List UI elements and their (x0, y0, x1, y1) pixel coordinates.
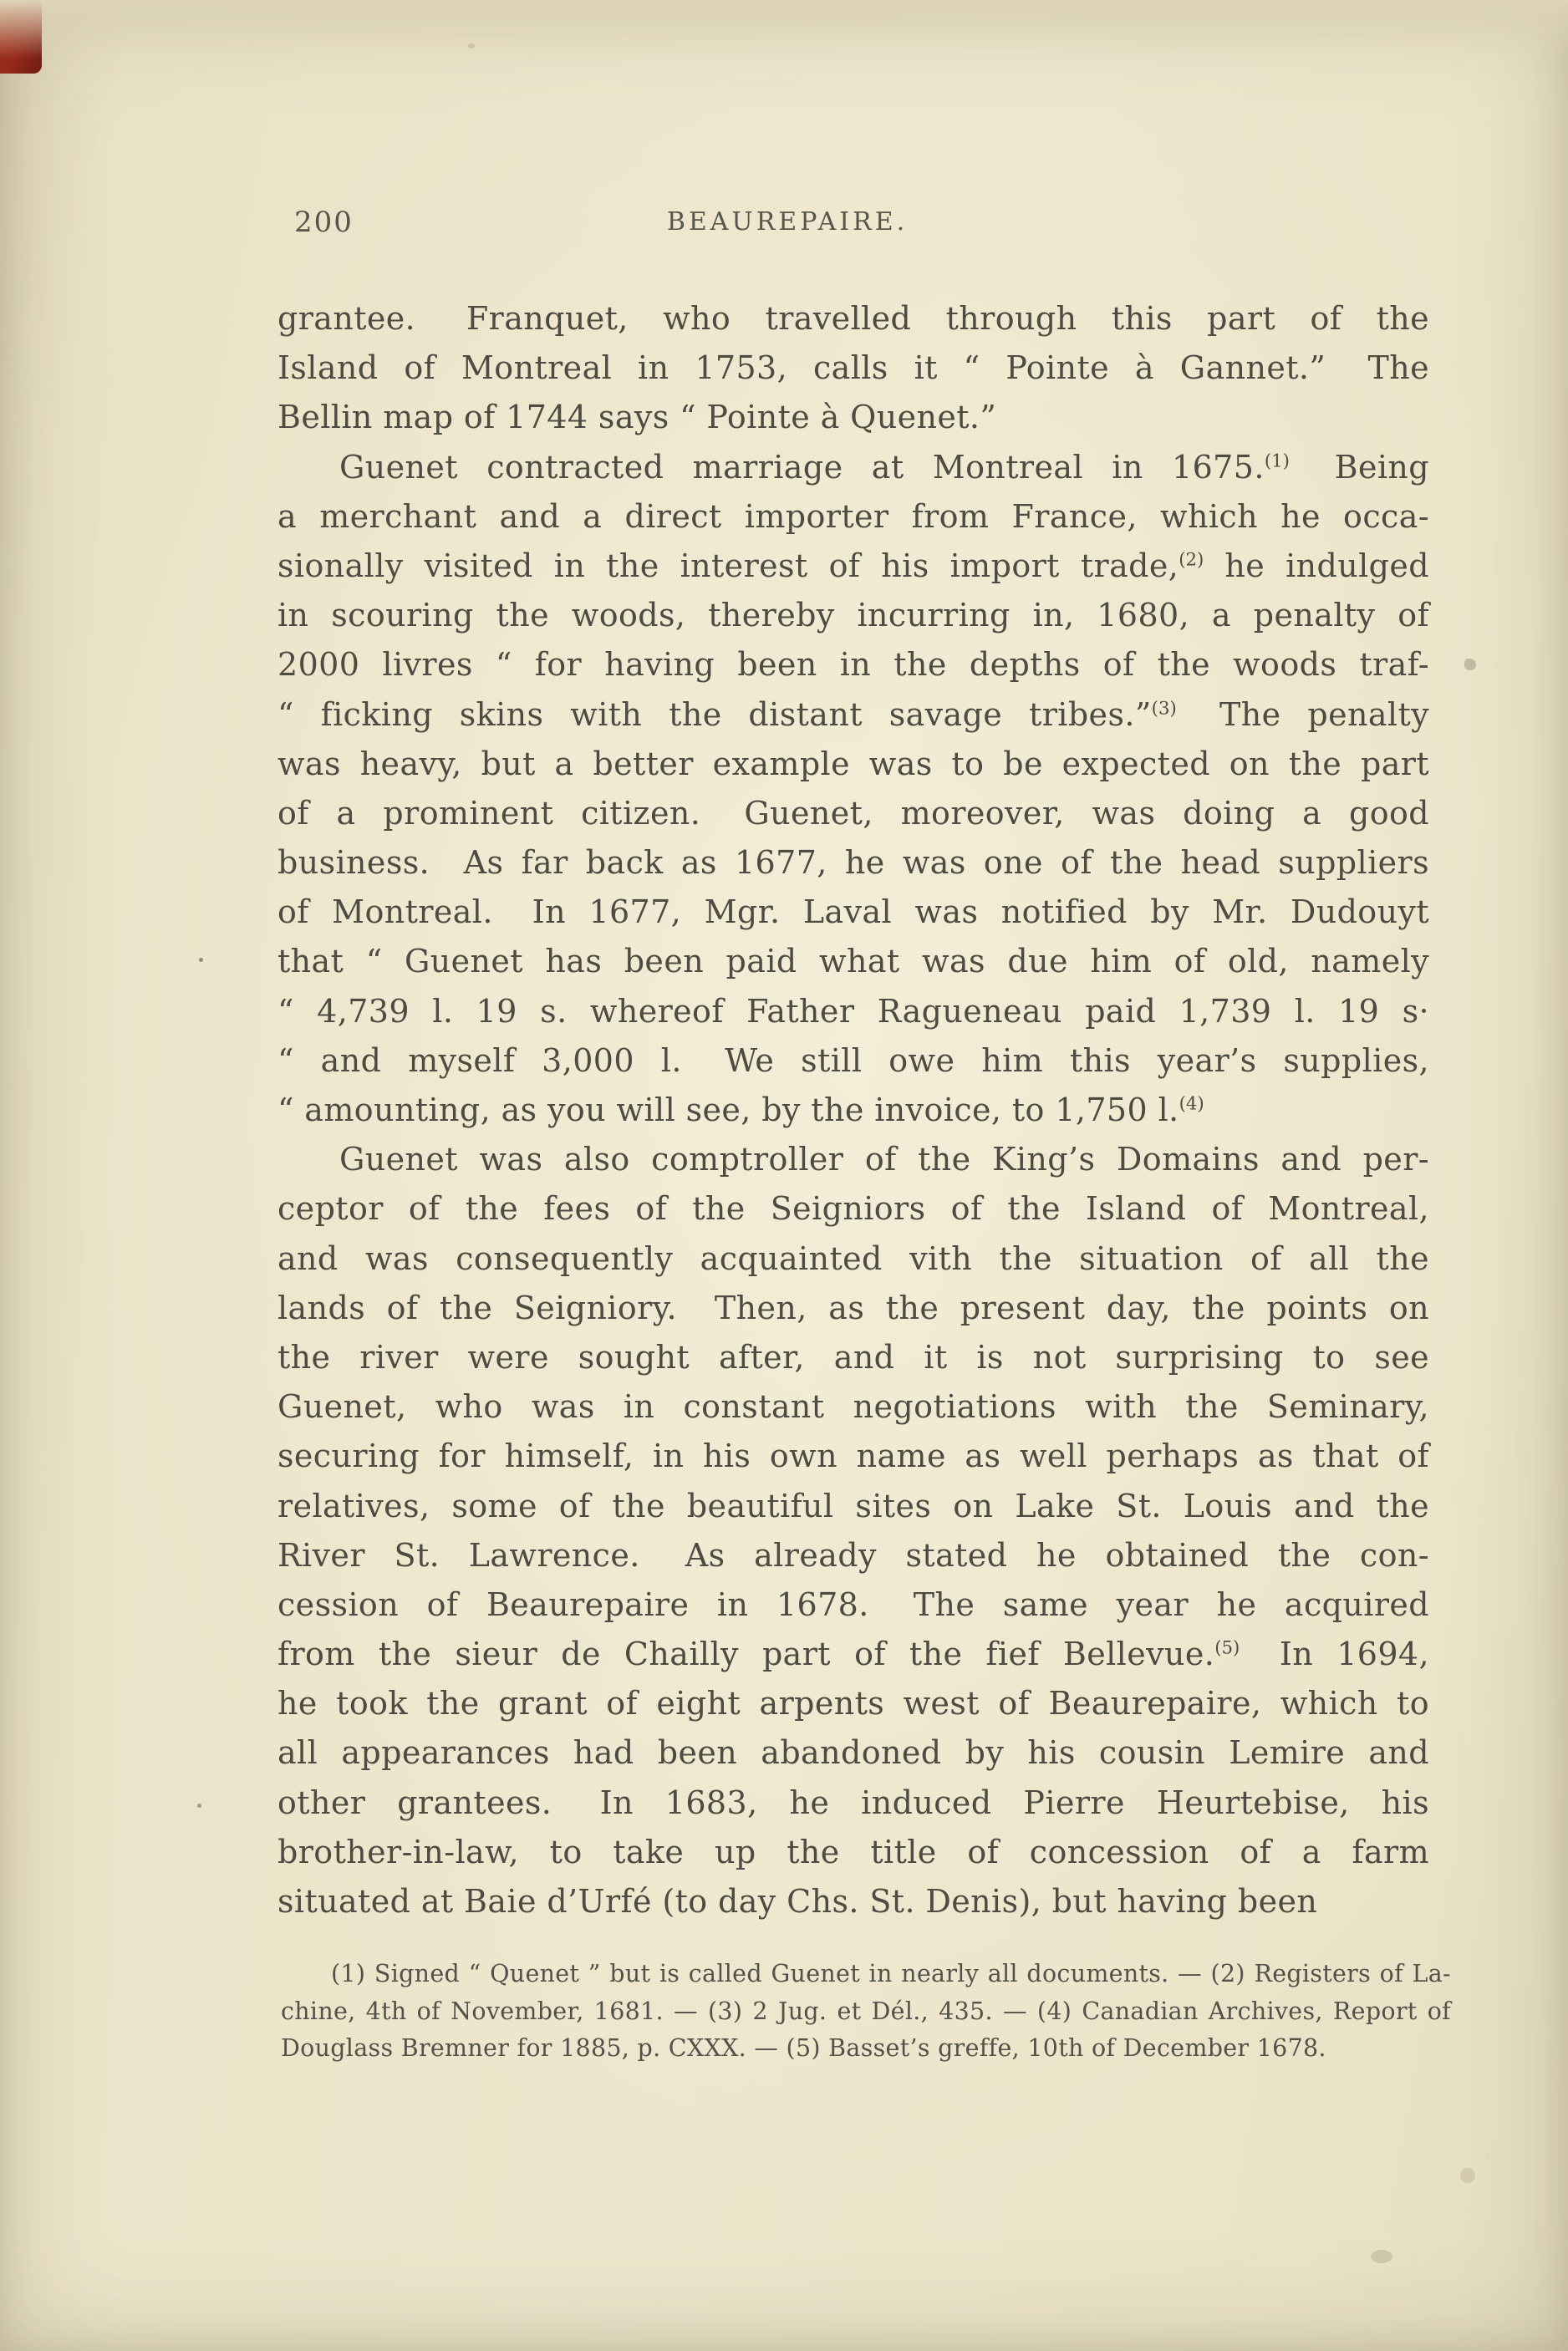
footnotes (281, 1956, 1451, 2068)
page-number: 200 (294, 206, 354, 239)
text-line: a merchant and a direct importer from France, which he occa- (277, 497, 1429, 535)
paper-smudge (1460, 2168, 1475, 2183)
text-line: ceptor of the fees of the Seigniors of the Island of Montreal, (277, 1190, 1429, 1228)
text-line: in scouring the woods, thereby incurring in, 1680, a penalty of (277, 597, 1429, 634)
text-line: Douglass Bremner for 1885, p. CXXX. — (5) Basset’s greffe, 10th of December 1678. (281, 2034, 1326, 2062)
text-line: business. As far back as 1677, he was one of the head suppliers (277, 844, 1429, 882)
text-line: all appearances had been abandoned by his cousin Lemire and (277, 1734, 1429, 1772)
text-line: Bellin map of 1744 says “ Pointe à Quenet.” (277, 399, 997, 436)
paper-speck (199, 958, 203, 962)
text-line: of a prominent citizen. Guenet, moreover, was doing a good (277, 794, 1429, 832)
text-line: “ and myself 3,000 l. We still owe him this year’s supplies, (277, 1041, 1429, 1079)
text-line: from the sieur de Chailly part of the fief Bellevue.$^{(5)}$ In 1694, (277, 1636, 1429, 1673)
footnote-reference: (4) (1179, 1093, 1204, 1115)
text-line: that “ Guenet has been paid what was due him of old, namely (277, 943, 1429, 980)
text-line: “ 4,739 l. 19 s. whereof Father Ragueneau paid 1,739 l. 19 s· (277, 992, 1429, 1030)
text-line: chine, 4th of November, 1681. — (3) 2 Jug. et Dél., 435. — (4) Canadian Archives, Report of (281, 1997, 1451, 2025)
text-line: relatives, some of the beautiful sites on Lake St. Louis and the (277, 1487, 1429, 1524)
text-line: the river were sought after, and it is not surprising to see (277, 1338, 1429, 1376)
paper-speck (197, 1804, 201, 1808)
text-line: “ amounting, as you will see, by the invoice, to 1,750 l.$^{(4)}$ (277, 1092, 1204, 1128)
text-line: Guenet was also comptroller of the King’s Domains and per- (339, 1141, 1429, 1178)
body-text (277, 294, 1429, 1926)
paper-smudge (1371, 2250, 1392, 2263)
footnote-reference: (3) (1151, 697, 1177, 719)
text-line: grantee. Franquet, who travelled through this part of the (277, 300, 1429, 337)
book-cover-corner (0, 0, 42, 74)
text-line: securing for himself, in his own name as well perhaps as that of (277, 1438, 1429, 1475)
text-line: sionally visited in the interest of his import trade,$^{(2)}$ he indulged (277, 547, 1429, 584)
text-line: brother-in-law, to take up the title of concession of a farm (277, 1833, 1429, 1870)
text-line: (1) Signed “ Quenet ” but is called Guenet in nearly all documents. — (2) Registers of La- (331, 1960, 1451, 1987)
text-line: Guenet contracted marriage at Montreal in 1675.$^{(1)}$ Being (339, 448, 1430, 486)
footnote-reference: (5) (1214, 1637, 1240, 1659)
text-line: cession of Beaurepaire in 1678. The same year he acquired (277, 1585, 1429, 1623)
footnote-reference: (1) (1264, 450, 1290, 471)
text-line: other grantees. In 1683, he induced Pierre Heurtebise, his (277, 1784, 1429, 1821)
paper-speck (468, 43, 475, 48)
text-line: Guenet, who was in constant negotiations with the Seminary, (277, 1388, 1429, 1426)
text-line: he took the grant of eight arpents west of Beaurepaire, which to (277, 1685, 1429, 1723)
text-line: lands of the Seigniory. Then, as the present day, the points on (277, 1289, 1429, 1326)
text-line: situated at Baie d’Urfé (to day Chs. St. Denis), but having been (277, 1883, 1318, 1920)
paper-smudge (1464, 659, 1476, 670)
text-line: and was consequently acquainted vith the situation of all the (277, 1239, 1429, 1277)
text-line: “ ficking skins with the distant savage tribes.”$^{(3)}$ The penalty (277, 695, 1430, 733)
text-line: of Montreal. In 1677, Mgr. Laval was notified by Mr. Dudouyt (277, 893, 1429, 931)
text-line: 2000 livres “ for having been in the depths of the woods traf- (277, 646, 1429, 684)
text-line: River St. Lawrence. As already stated he obtained the con- (277, 1536, 1429, 1574)
running-header: BEAUREPAIRE. (666, 207, 909, 237)
footnote-reference: (2) (1179, 549, 1204, 571)
text-line: Island of Montreal in 1753, calls it “ Pointe à Gannet.” The (277, 349, 1429, 387)
text-line: was heavy, but a better example was to be expected on the part (277, 745, 1429, 782)
